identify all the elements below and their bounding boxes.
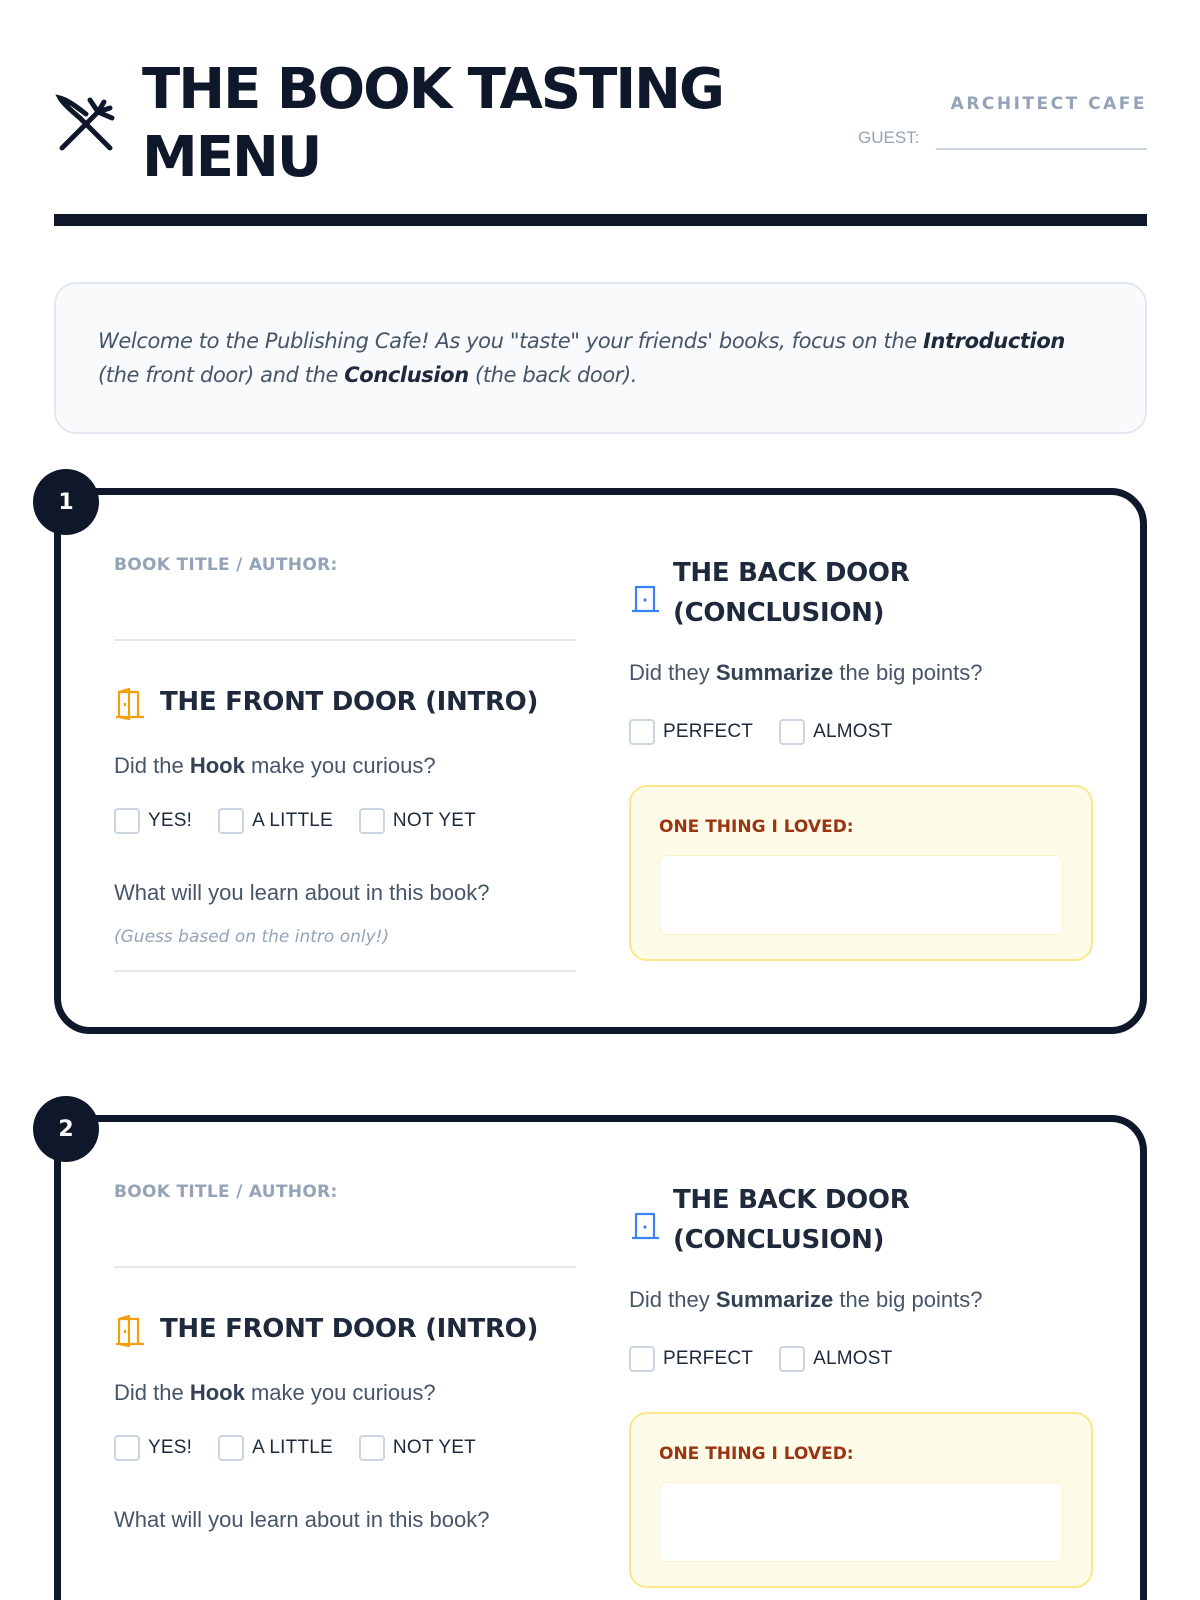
summarize-option-perfect[interactable]: PERFECT xyxy=(629,1346,753,1372)
front-door-title: THE FRONT DOOR (INTRO) xyxy=(160,687,539,717)
one-thing-loved-box xyxy=(629,785,1093,961)
book-card-1 xyxy=(54,488,1147,1034)
summarize-question: Did they Summarize the big points? xyxy=(629,1287,983,1312)
learn-question: What will you learn about in this book? xyxy=(114,1507,490,1532)
checkbox[interactable] xyxy=(114,1435,140,1461)
guest-name-field[interactable] xyxy=(936,148,1147,150)
one-thing-loved-label: ONE THING I LOVED: xyxy=(659,1444,854,1464)
page-title: THE BOOK TASTING MENU xyxy=(142,57,723,190)
one-thing-loved-input[interactable] xyxy=(659,1482,1063,1562)
summarize-options xyxy=(629,1346,918,1372)
learn-answer-field[interactable] xyxy=(114,970,576,972)
checkbox[interactable] xyxy=(218,808,244,834)
hook-option-not-yet[interactable]: NOT YET xyxy=(359,1435,476,1461)
back-door-title: THE BACK DOOR (CONCLUSION) xyxy=(673,1185,910,1255)
hook-question: Did the Hook make you curious? xyxy=(114,753,436,778)
intro-box xyxy=(54,282,1147,434)
book-title-label: BOOK TITLE / AUTHOR: xyxy=(114,1182,338,1202)
back-door-heading xyxy=(629,1180,1093,1260)
book-title-field[interactable] xyxy=(114,639,576,641)
checkbox[interactable] xyxy=(629,719,655,745)
closed-door-icon xyxy=(629,1208,663,1242)
header xyxy=(54,52,1147,212)
front-door-title: THE FRONT DOOR (INTRO) xyxy=(160,1314,539,1344)
hook-option-yes[interactable]: YES! xyxy=(114,1435,192,1461)
summarize-option-almost[interactable]: ALMOST xyxy=(779,719,892,745)
guest-label: GUEST: xyxy=(858,128,920,147)
summarize-option-perfect[interactable]: PERFECT xyxy=(629,719,753,745)
book-card-2 xyxy=(54,1115,1147,1600)
checkbox[interactable] xyxy=(629,1346,655,1372)
checkbox[interactable] xyxy=(218,1435,244,1461)
checkbox[interactable] xyxy=(359,808,385,834)
back-door-title: THE BACK DOOR (CONCLUSION) xyxy=(673,558,910,628)
hook-question: Did the Hook make you curious? xyxy=(114,1380,436,1405)
intro-text: Welcome to the Publishing Cafe! As you "taste" your friends' books, focus on the Introduction (the front door) and the Conclusion (the back door). xyxy=(98,329,1065,387)
hook-option-a-little[interactable]: A LITTLE xyxy=(218,808,333,834)
summarize-question: Did they Summarize the big points? xyxy=(629,660,983,685)
header-divider xyxy=(54,214,1147,226)
hook-option-yes[interactable]: YES! xyxy=(114,808,192,834)
summarize-options xyxy=(629,719,918,745)
learn-hint: (Guess based on the intro only!) xyxy=(114,927,390,947)
closed-door-icon xyxy=(629,581,663,615)
card-number-badge: 2 xyxy=(33,1096,99,1162)
front-door-heading xyxy=(114,1309,538,1349)
book-title-field[interactable] xyxy=(114,1266,576,1268)
fork-knife-icon xyxy=(54,92,118,156)
cafe-name: ARCHITECT CAFE xyxy=(950,94,1147,114)
checkbox[interactable] xyxy=(779,719,805,745)
card-number-badge: 1 xyxy=(33,469,99,535)
one-thing-loved-input[interactable] xyxy=(659,855,1063,935)
hook-option-not-yet[interactable]: NOT YET xyxy=(359,808,476,834)
book-title-label: BOOK TITLE / AUTHOR: xyxy=(114,555,338,575)
open-door-icon xyxy=(114,1313,148,1347)
front-door-heading xyxy=(114,682,538,722)
hook-options xyxy=(114,808,502,834)
open-door-icon xyxy=(114,686,148,720)
summarize-option-almost[interactable]: ALMOST xyxy=(779,1346,892,1372)
one-thing-loved-box xyxy=(629,1412,1093,1588)
learn-question: What will you learn about in this book? xyxy=(114,880,490,905)
hook-options xyxy=(114,1435,502,1461)
checkbox[interactable] xyxy=(114,808,140,834)
hook-option-a-little[interactable]: A LITTLE xyxy=(218,1435,333,1461)
checkbox[interactable] xyxy=(779,1346,805,1372)
checkbox[interactable] xyxy=(359,1435,385,1461)
one-thing-loved-label: ONE THING I LOVED: xyxy=(659,817,854,837)
back-door-heading xyxy=(629,553,1093,633)
